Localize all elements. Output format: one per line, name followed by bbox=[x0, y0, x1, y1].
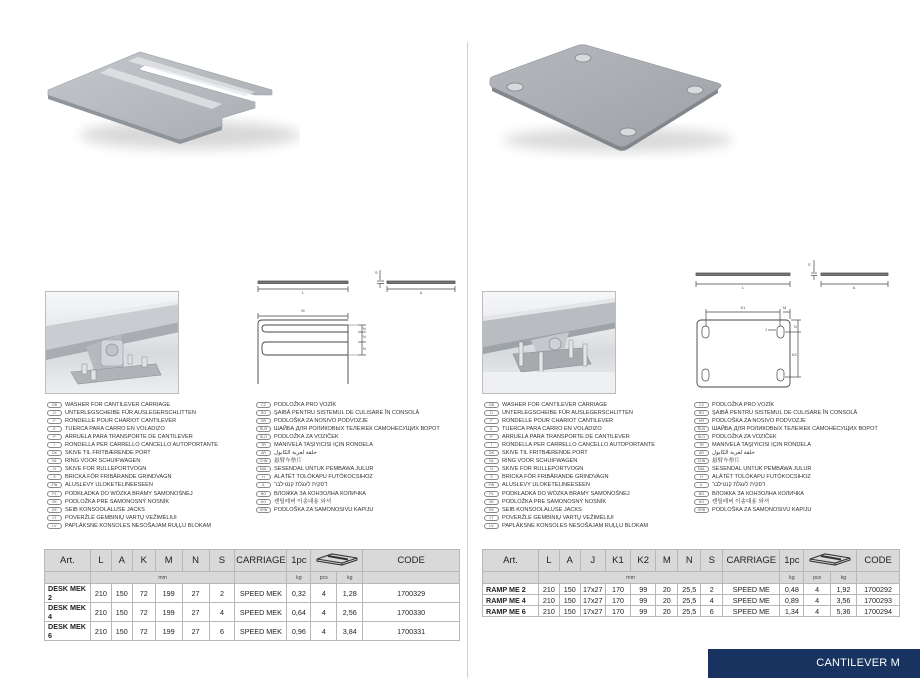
language-code-badge: CZ bbox=[256, 402, 271, 408]
cell-pcs: 4 bbox=[804, 606, 830, 617]
cell-N: 25,5 bbox=[678, 595, 701, 606]
cell-kg-pack: 5,36 bbox=[830, 606, 856, 617]
cell-S: 4 bbox=[701, 595, 723, 606]
cell-code: 1700294 bbox=[857, 606, 900, 617]
language-text: PODLOŽKA ZA VOZIČEK bbox=[712, 434, 777, 441]
language-code-badge: MAL bbox=[256, 466, 271, 472]
language-code-badge: RO bbox=[694, 410, 709, 416]
cell-K: 72 bbox=[132, 584, 155, 603]
language-code-badge: I bbox=[47, 442, 62, 448]
cell-K1: 170 bbox=[605, 584, 630, 595]
language-row bbox=[484, 506, 655, 514]
unit-mm: mm bbox=[538, 572, 722, 584]
cell-pcs: 4 bbox=[311, 603, 337, 622]
language-code-badge: IL bbox=[694, 482, 709, 488]
dim-label-J: J bbox=[765, 328, 767, 332]
language-text: 캔틸레버 이송대용 와셔 bbox=[712, 498, 770, 505]
cell-kg-pack: 1,92 bbox=[830, 584, 856, 595]
language-code-badge: CHN bbox=[256, 458, 271, 464]
language-text: ARRUELA PARA TRANSPORTE DE CANTILEVER bbox=[65, 434, 193, 441]
col-header-carriage: CARRIAGE bbox=[235, 550, 287, 572]
cell-pcs: 4 bbox=[804, 595, 830, 606]
cell-M: 199 bbox=[155, 584, 182, 603]
language-text: PODLOŽKA PRE SAMONOSNÝ NOSNÍK bbox=[65, 498, 170, 505]
language-text: דסקית לעגלת קנטילבר bbox=[712, 482, 766, 489]
cell-M: 199 bbox=[155, 603, 182, 622]
cell-pcs: 4 bbox=[311, 622, 337, 641]
language-row bbox=[694, 449, 878, 457]
cell-carriage: SPEED MEK bbox=[235, 622, 287, 641]
dim-label-S: S bbox=[375, 271, 378, 275]
language-text: RING VOOR SCHUIFWAGEN bbox=[65, 458, 141, 465]
cell-L: 210 bbox=[90, 584, 111, 603]
cell-art: DESK MEK 2 bbox=[45, 584, 91, 603]
col-header-a: A bbox=[559, 550, 580, 572]
cell-carriage: SPEED MEK bbox=[235, 603, 287, 622]
cell-L: 210 bbox=[538, 606, 559, 617]
language-text: 悬臂车垫片 bbox=[712, 458, 740, 465]
language-text: RONDELLA PER CARRELLO CANCELLO AUTOPORTANTE bbox=[502, 442, 655, 449]
cell-code: 1700330 bbox=[363, 603, 460, 622]
language-row bbox=[694, 490, 878, 498]
language-text: BRICKA FÖR FRIBÄRANDE GRINDVAGN bbox=[502, 474, 609, 481]
col-header-s: S bbox=[701, 550, 723, 572]
cell-K: 72 bbox=[132, 603, 155, 622]
language-code-badge: N bbox=[484, 466, 499, 472]
col-header-l: L bbox=[90, 550, 111, 572]
cell-J: 17x27 bbox=[580, 606, 605, 617]
language-row bbox=[694, 465, 878, 473]
language-text: SESENDAL UNTUK PEMBAWA JULUR bbox=[712, 466, 812, 473]
language-code-badge: E bbox=[484, 426, 499, 432]
language-row bbox=[694, 401, 878, 409]
cell-code: 1700331 bbox=[363, 622, 460, 641]
col-header-n: N bbox=[678, 550, 701, 572]
dim-label-A: A bbox=[419, 291, 423, 295]
cell-K1: 170 bbox=[605, 595, 630, 606]
language-code-badge: IL bbox=[256, 482, 271, 488]
language-text: حلقة لعربة الكابول bbox=[712, 450, 755, 457]
col-header-code: CODE bbox=[363, 550, 460, 572]
language-code-badge: DK bbox=[47, 450, 62, 456]
unit-pcs: pcs bbox=[804, 572, 830, 584]
language-text: TUERCA PARA CARRO EN VOLADIZO bbox=[65, 426, 165, 433]
language-code-badge: EE bbox=[47, 507, 62, 513]
language-row bbox=[484, 498, 655, 506]
language-code-badge: SK bbox=[47, 499, 62, 505]
language-code-badge: PL bbox=[47, 491, 62, 497]
language-code-badge: KO bbox=[694, 499, 709, 505]
table-row bbox=[483, 584, 900, 595]
col-header-1pc: 1pc bbox=[780, 550, 804, 572]
language-row bbox=[484, 465, 655, 473]
language-code-badge: N bbox=[47, 466, 62, 472]
language-row bbox=[484, 449, 655, 457]
language-row bbox=[484, 441, 655, 449]
language-code-badge: BG bbox=[256, 491, 271, 497]
col-header-art: Art. bbox=[45, 550, 91, 572]
language-text: RONDELLE POUR CHARIOT CANTILEVER bbox=[502, 418, 614, 425]
language-text: BRICKA FÖR FRIBÄRANDE GRINDVAGN bbox=[65, 474, 172, 481]
cell-kg: 0,48 bbox=[780, 584, 804, 595]
cell-carriage: SPEED ME bbox=[723, 595, 780, 606]
cell-kg: 0,89 bbox=[780, 595, 804, 606]
cell-carriage: SPEED ME bbox=[723, 584, 780, 595]
cell-art: DESK MEK 6 bbox=[45, 622, 91, 641]
language-text: SKIVE FOR RULLEPORTVOGN bbox=[502, 466, 584, 473]
language-row bbox=[484, 457, 655, 465]
language-row bbox=[484, 490, 655, 498]
installation-photo bbox=[482, 291, 616, 394]
language-code-badge: AR bbox=[256, 450, 271, 456]
col-header-m: M bbox=[656, 550, 678, 572]
dim-label-K1: K1 bbox=[740, 306, 746, 310]
cell-kg: 0,32 bbox=[287, 584, 311, 603]
language-code-badge: SLO bbox=[694, 434, 709, 440]
language-text: RONDELLE POUR CHARIOT CANTILEVER bbox=[65, 418, 177, 425]
cell-N: 27 bbox=[182, 584, 209, 603]
language-code-badge: FIN bbox=[484, 482, 499, 488]
language-code-badge: GB bbox=[47, 402, 62, 408]
language-code-badge: SK bbox=[484, 499, 499, 505]
cell-S: 2 bbox=[701, 584, 723, 595]
cell-art: DESK MEK 4 bbox=[45, 603, 91, 622]
technical-drawing bbox=[680, 255, 900, 390]
dim-label-L: L bbox=[741, 286, 745, 290]
cell-kg: 1,34 bbox=[780, 606, 804, 617]
language-text: POVERŽLĖ GEMBINIŲ VARTŲ VEŽIMĖLIUI bbox=[502, 514, 614, 521]
language-code-badge: AR bbox=[694, 450, 709, 456]
language-code-badge: CHN bbox=[694, 458, 709, 464]
language-text: MANIVELA TAŞIYICISI IÇIN RONDELA bbox=[712, 442, 811, 449]
language-text: MANIVELA TAŞIYICISI IÇIN RONDELA bbox=[274, 442, 373, 449]
language-text: POVERŽLĖ GEMBINIŲ VARTŲ VEŽIMĖLIUI bbox=[65, 514, 177, 521]
col-header-1pc: 1pc bbox=[287, 550, 311, 572]
cell-L: 210 bbox=[90, 603, 111, 622]
cell-K2: 99 bbox=[631, 595, 656, 606]
col-header-art: Art. bbox=[483, 550, 539, 572]
language-text: PODLOŠKA ZA SAMONOSIVU KAPIJU bbox=[274, 506, 374, 513]
language-text: PODLOŽKA ZA VOZIČEK bbox=[274, 434, 339, 441]
language-row bbox=[484, 409, 655, 417]
language-text: ШАЙБА ДЛЯ РОЛИКОВЫХ ТЕЛЕЖЕК САМОНЕСУЩИХ ВОРОТ bbox=[712, 426, 878, 433]
cell-kg: 0,96 bbox=[287, 622, 311, 641]
cell-pcs: 4 bbox=[804, 584, 830, 595]
language-text: 悬臂车垫片 bbox=[274, 458, 302, 465]
language-text: ALUSLEVY ULOKETELINEESEEN bbox=[502, 482, 590, 489]
language-code-badge: P bbox=[47, 434, 62, 440]
language-text: PAPLĀKSNE KONSOLES NESOŠAJAM RUĻĻU BLOKAM bbox=[502, 522, 649, 529]
language-list-col2 bbox=[694, 401, 878, 514]
unit-mm: mm bbox=[90, 572, 235, 584]
language-text: ARRUELA PARA TRANSPORTE DE CANTILEVER bbox=[502, 434, 630, 441]
language-code-badge: HR bbox=[256, 418, 271, 424]
cell-S: 2 bbox=[209, 584, 235, 603]
table-unit-row bbox=[483, 572, 900, 584]
language-text: SEIB KONSOOLALUSE JACKS bbox=[65, 506, 145, 513]
cell-code: 1700292 bbox=[857, 584, 900, 595]
cell-pcs: 4 bbox=[311, 584, 337, 603]
table-header-row bbox=[483, 550, 900, 572]
language-text: 캔틸레버 이송대용 와셔 bbox=[274, 498, 332, 505]
language-code-badge: RO bbox=[256, 410, 271, 416]
dim-label-M: M bbox=[783, 306, 787, 310]
cell-kg-pack: 3,56 bbox=[830, 595, 856, 606]
cell-carriage: SPEED MEK bbox=[235, 584, 287, 603]
language-code-badge: S bbox=[47, 474, 62, 480]
unit-kg-pack: kg bbox=[830, 572, 856, 584]
dim-label-N1: N bbox=[363, 327, 366, 331]
dim-label-N: N bbox=[794, 325, 797, 329]
language-text: ВЛОЖКА ЗА КОНЗОЛНА КОЛИЧКА bbox=[274, 490, 367, 497]
cell-A: 150 bbox=[111, 584, 132, 603]
language-text: UNTERLEGSCHEIBE FÜR AUSLEGERSCHLITTEN bbox=[502, 410, 633, 417]
cell-kg: 0,64 bbox=[287, 603, 311, 622]
language-text: WASHER FOR CANTILEVER CARRIAGE bbox=[502, 402, 608, 408]
language-code-badge: PL bbox=[484, 491, 499, 497]
language-text: SKIVE TIL FRITBÆRENDE PORT bbox=[65, 450, 151, 457]
language-text: RING VOOR SCHUIFWAGEN bbox=[502, 458, 578, 465]
language-code-badge: CZ bbox=[694, 402, 709, 408]
language-row bbox=[694, 441, 878, 449]
col-header-carriage: CARRIAGE bbox=[723, 550, 780, 572]
language-code-badge: NL bbox=[47, 458, 62, 464]
cell-K2: 99 bbox=[631, 584, 656, 595]
cell-M: 20 bbox=[656, 595, 678, 606]
language-text: ШАЙБА ДЛЯ РОЛИКОВЫХ ТЕЛЕЖЕК САМОНЕСУЩИХ ВОРОТ bbox=[274, 426, 440, 433]
cell-M: 20 bbox=[656, 584, 678, 595]
dim-label-L: L bbox=[301, 291, 305, 295]
language-code-badge: LV bbox=[484, 523, 499, 529]
cell-carriage: SPEED ME bbox=[723, 606, 780, 617]
cell-S: 4 bbox=[209, 603, 235, 622]
unit-kg: kg bbox=[287, 572, 311, 584]
language-text: PODLOŠKA ZA SAMONOSIVU KAPIJU bbox=[712, 506, 812, 513]
cell-art: RAMP ME 2 bbox=[483, 584, 539, 595]
col-header-k2: K2 bbox=[631, 550, 656, 572]
cell-art: RAMP ME 4 bbox=[483, 595, 539, 606]
language-text: PODKŁADKA DO WÓZKA BRAMY SAMONOŚNEJ bbox=[502, 490, 630, 497]
language-code-badge: SLO bbox=[256, 434, 271, 440]
language-code-badge: TR bbox=[256, 442, 271, 448]
language-text: PODLOŠKA ZA NOSIVO PODVOZJE bbox=[712, 418, 806, 425]
language-code-badge: TR bbox=[694, 442, 709, 448]
cell-K2: 99 bbox=[631, 606, 656, 617]
unit-pcs: pcs bbox=[311, 572, 337, 584]
language-row bbox=[484, 514, 655, 522]
language-text: SKIVE FOR RULLEPORTVOGN bbox=[65, 466, 147, 473]
language-text: حلقة لعربة الكابول bbox=[274, 450, 317, 457]
col-header-k: K bbox=[132, 550, 155, 572]
cell-N: 27 bbox=[182, 622, 209, 641]
cell-S: 6 bbox=[701, 606, 723, 617]
dim-label-K2: K2 bbox=[792, 353, 797, 357]
unit-kg: kg bbox=[780, 572, 804, 584]
language-row bbox=[484, 433, 655, 441]
language-code-badge: RUS bbox=[256, 426, 271, 432]
table-row bbox=[483, 595, 900, 606]
language-code-badge: E bbox=[47, 426, 62, 432]
language-code-badge: LT bbox=[484, 515, 499, 521]
spec-table-ramp-me bbox=[482, 549, 900, 617]
cell-code: 1700293 bbox=[857, 595, 900, 606]
language-text: PODLOŽKA PRE SAMONOSNÝ NOSNÍK bbox=[502, 498, 607, 505]
cell-art: RAMP ME 6 bbox=[483, 606, 539, 617]
language-code-badge: FIN bbox=[47, 482, 62, 488]
col-header-j: J bbox=[580, 550, 605, 572]
dim-label-M: M bbox=[301, 309, 305, 313]
language-code-badge: F bbox=[484, 418, 499, 424]
language-text: PAPLĀKSNE KONSOLES NESOŠAJAM RUĻĻU BLOKAM bbox=[65, 522, 212, 529]
cell-code: 1700329 bbox=[363, 584, 460, 603]
cell-kg-pack: 3,84 bbox=[337, 622, 363, 641]
cell-S: 6 bbox=[209, 622, 235, 641]
cell-A: 150 bbox=[111, 622, 132, 641]
language-code-badge: H bbox=[694, 474, 709, 480]
language-code-badge: D bbox=[484, 410, 499, 416]
cell-J: 17x27 bbox=[580, 595, 605, 606]
language-text: ALÁTÉT TOLÓKAPU FUTÓKOCSIHOZ bbox=[274, 474, 373, 481]
language-row bbox=[694, 481, 878, 489]
language-text: ŞAIBĂ PENTRU SISTEMUL DE CULISARE ÎN CONSOLĂ bbox=[712, 410, 858, 417]
language-row bbox=[694, 473, 878, 481]
language-text: דסקית לעגלת קנטילבר bbox=[274, 482, 328, 489]
cell-N: 25,5 bbox=[678, 606, 701, 617]
language-row bbox=[484, 425, 655, 433]
language-row bbox=[694, 425, 878, 433]
language-code-badge: EE bbox=[484, 507, 499, 513]
language-code-badge: KO bbox=[256, 499, 271, 505]
language-row bbox=[694, 433, 878, 441]
language-code-badge: DK bbox=[484, 450, 499, 456]
language-list-col1 bbox=[484, 401, 655, 530]
language-code-badge: HR bbox=[694, 418, 709, 424]
cell-L: 210 bbox=[538, 584, 559, 595]
box-pack-icon bbox=[804, 550, 857, 572]
language-code-badge: SRB bbox=[256, 507, 271, 513]
language-text: UNTERLEGSCHEIBE FÜR AUSLEGERSCHLITTEN bbox=[65, 410, 196, 417]
language-text: PODLOŽKA PRO VOZÍK bbox=[274, 402, 337, 408]
language-code-badge: RUS bbox=[694, 426, 709, 432]
col-header-a: A bbox=[111, 550, 132, 572]
language-text: SESENDAL UNTUK PEMBAWA JULUR bbox=[274, 466, 374, 473]
language-row bbox=[694, 506, 878, 514]
language-code-badge: H bbox=[256, 474, 271, 480]
language-text: PODKŁADKA DO WÓZKA BRAMY SAMONOŚNEJ bbox=[65, 490, 193, 497]
dim-label-S: S bbox=[808, 263, 811, 267]
language-row bbox=[484, 401, 655, 409]
section-title-band: CANTILEVER M bbox=[708, 649, 920, 678]
language-code-badge: D bbox=[47, 410, 62, 416]
language-text: ВЛОЖКА ЗА КОНЗОЛНА КОЛИЧКА bbox=[712, 490, 805, 497]
unit-kg-pack: kg bbox=[337, 572, 363, 584]
cell-K: 72 bbox=[132, 622, 155, 641]
language-text: TUERCA PARA CARRO EN VOLADIZO bbox=[502, 426, 602, 433]
col-header-k1: K1 bbox=[605, 550, 630, 572]
language-row bbox=[484, 417, 655, 425]
cell-L: 210 bbox=[538, 595, 559, 606]
cell-A: 150 bbox=[559, 606, 580, 617]
language-code-badge: I bbox=[484, 442, 499, 448]
cell-kg-pack: 2,56 bbox=[337, 603, 363, 622]
cell-A: 150 bbox=[559, 584, 580, 595]
language-code-badge: MAL bbox=[694, 466, 709, 472]
language-row bbox=[484, 522, 655, 530]
col-header-code: CODE bbox=[857, 550, 900, 572]
language-text: WASHER FOR CANTILEVER CARRIAGE bbox=[65, 402, 171, 408]
language-code-badge: LV bbox=[47, 523, 62, 529]
cell-A: 150 bbox=[559, 595, 580, 606]
cell-A: 150 bbox=[111, 603, 132, 622]
language-text: SEIB KONSOOLALUSE JACKS bbox=[502, 506, 582, 513]
cell-J: 17x27 bbox=[580, 584, 605, 595]
dim-label-N2: N bbox=[363, 335, 366, 339]
language-text: ALÁTÉT TOLÓKAPU FUTÓKOCSIHOZ bbox=[712, 474, 811, 481]
cell-N: 25,5 bbox=[678, 584, 701, 595]
dim-label-A: A bbox=[852, 286, 856, 290]
language-text: RONDELLA PER CARRELLO CANCELLO AUTOPORTANTE bbox=[65, 442, 218, 449]
language-code-badge: BG bbox=[694, 491, 709, 497]
four-hole-plate-photo bbox=[478, 40, 738, 160]
language-text: ALUSLEVY ULOKETELINEESEEN bbox=[65, 482, 153, 489]
language-row bbox=[694, 457, 878, 465]
col-header-l: L bbox=[538, 550, 559, 572]
language-row bbox=[694, 498, 878, 506]
col-header-n: N bbox=[182, 550, 209, 572]
language-code-badge: NL bbox=[484, 458, 499, 464]
language-row bbox=[484, 481, 655, 489]
language-code-badge: P bbox=[484, 434, 499, 440]
dim-label-N3: N bbox=[363, 347, 366, 351]
language-text: ŞAIBĂ PENTRU SISTEMUL DE CULISARE ÎN CONSOLĂ bbox=[274, 410, 420, 417]
language-code-badge: F bbox=[47, 418, 62, 424]
language-text: PODLOŠKA ZA NOSIVO PODVOZJE bbox=[274, 418, 368, 425]
cell-kg-pack: 1,28 bbox=[337, 584, 363, 603]
language-code-badge: LT bbox=[47, 515, 62, 521]
language-text: PODLOŽKA PRO VOZÍK bbox=[712, 402, 775, 408]
language-row bbox=[484, 473, 655, 481]
language-code-badge: GB bbox=[484, 402, 499, 408]
language-text: SKIVE TIL FRITBÆRENDE PORT bbox=[502, 450, 588, 457]
table-row bbox=[483, 606, 900, 617]
cell-M: 20 bbox=[656, 606, 678, 617]
cell-N: 27 bbox=[182, 603, 209, 622]
col-header-m: M bbox=[155, 550, 182, 572]
col-header-s: S bbox=[209, 550, 235, 572]
language-row bbox=[694, 409, 878, 417]
cell-L: 210 bbox=[90, 622, 111, 641]
cell-M: 199 bbox=[155, 622, 182, 641]
language-row bbox=[694, 417, 878, 425]
language-code-badge: SRB bbox=[694, 507, 709, 513]
cell-K1: 170 bbox=[605, 606, 630, 617]
language-code-badge: S bbox=[484, 474, 499, 480]
